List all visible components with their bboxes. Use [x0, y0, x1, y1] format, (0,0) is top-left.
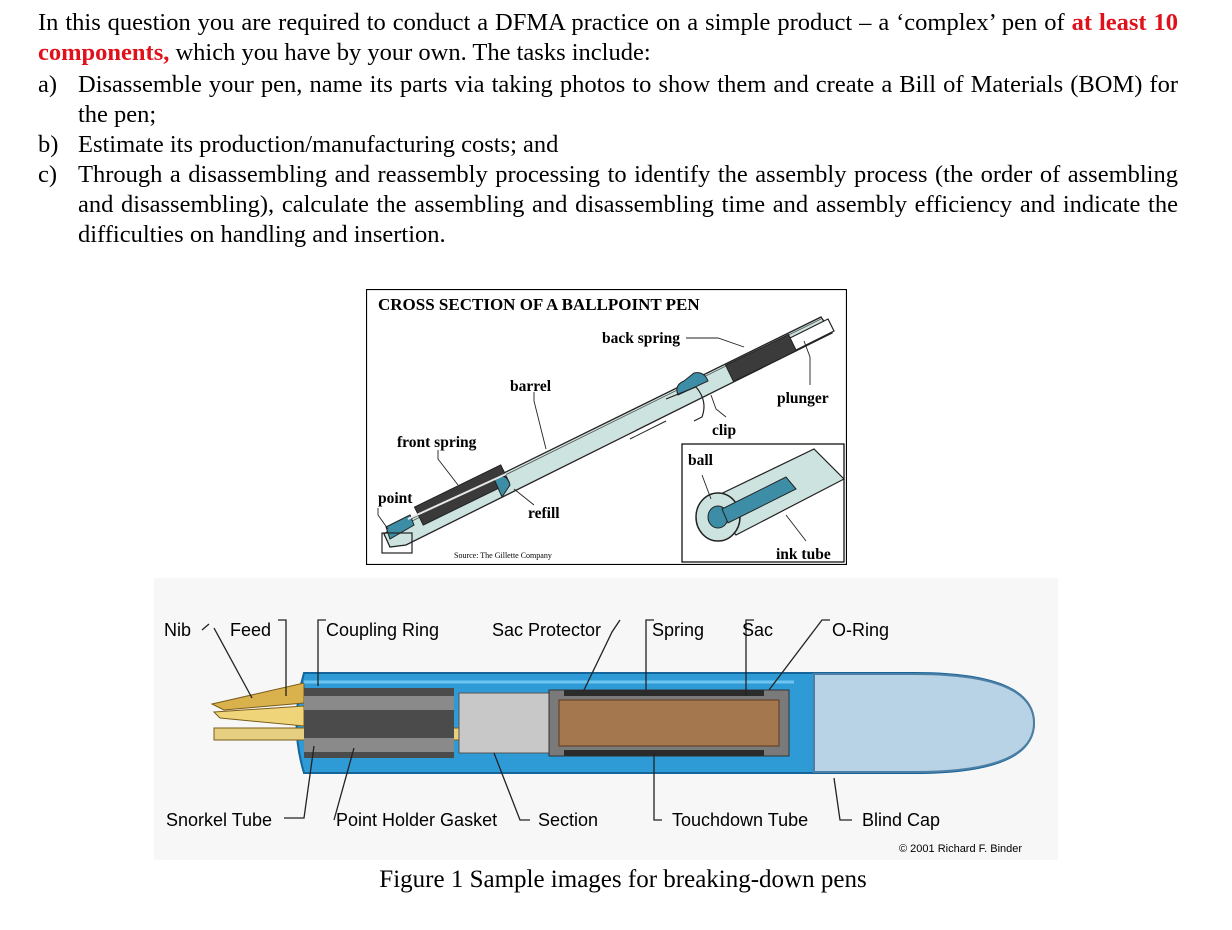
task-text: Through a disassembling and reassembly processing to identify the assembly process (the order of assembling and disassembling), calculate the assembling and disassembling time and assembly efficiency and indicate the difficulties on handling and insertion.	[78, 161, 1178, 248]
label-spring: Spring	[652, 620, 705, 640]
ball-detail-inset	[682, 444, 844, 563]
label-back-spring: back spring	[602, 330, 680, 347]
figure-title: CROSS SECTION OF A BALLPOINT PEN	[378, 295, 700, 314]
task-item-a	[38, 70, 1178, 130]
label-barrel: barrel	[510, 378, 552, 395]
label-front-spring: front spring	[397, 434, 477, 451]
label-o-ring: O-Ring	[832, 620, 890, 640]
label-section: Section	[538, 810, 599, 830]
copyright-note: © 2001 Richard F. Binder	[899, 843, 1023, 855]
label-touchdown-tube: Touchdown Tube	[672, 810, 809, 830]
task-item-b	[38, 130, 1178, 160]
label-sac: Sac	[742, 620, 774, 640]
intro-highlight: at least 10 components,	[38, 9, 1178, 66]
label-point-holder-gasket: Point Holder Gasket	[336, 810, 498, 830]
label-refill: refill	[528, 505, 560, 522]
label-snorkel-tube: Snorkel Tube	[166, 810, 273, 830]
task-item-c	[38, 160, 1178, 250]
intro-text-start: In this question you are required to conduct a DFMA practice on a simple product – a ‘complex’ pen of	[38, 9, 1072, 36]
task-list	[38, 70, 1178, 250]
label-ink-tube: ink tube	[776, 546, 831, 563]
label-point: point	[378, 490, 413, 507]
label-nib: Nib	[164, 620, 192, 640]
label-feed: Feed	[230, 620, 272, 640]
task-text: Disassemble your pen, name its parts via taking photos to show them and create a Bill of Materials (BOM) for the pen;	[78, 71, 1178, 128]
label-coupling-ring: Coupling Ring	[326, 620, 440, 640]
task-text: Estimate its production/manufacturing costs; and	[78, 131, 559, 158]
label-blind-cap: Blind Cap	[862, 810, 941, 830]
ballpoint-cross-section-figure	[366, 289, 847, 565]
task-label: b)	[38, 131, 59, 158]
fountain-pen-drawing	[212, 673, 1034, 773]
figure-caption: Figure 1 Sample images for breaking-down pens	[379, 866, 867, 893]
task-label: a)	[38, 71, 58, 98]
label-plunger: plunger	[777, 390, 829, 407]
label-sac-protector: Sac Protector	[492, 620, 602, 640]
task-label: c)	[38, 161, 58, 188]
intro-paragraph	[38, 8, 1178, 68]
intro-text-end: which you have by your own. The tasks include:	[169, 39, 651, 66]
figure-source: Source: The Gillette Company	[454, 551, 552, 560]
fountain-pen-cutaway-figure	[154, 578, 1058, 860]
label-ball: ball	[688, 452, 713, 469]
label-clip: clip	[712, 422, 737, 439]
